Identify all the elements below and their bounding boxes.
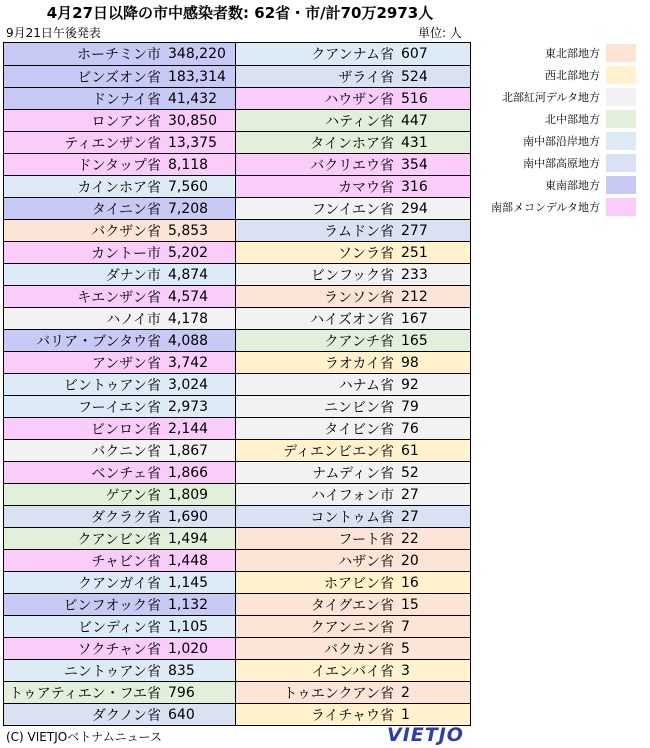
table-row	[236, 131, 470, 153]
case-count: 316	[401, 178, 428, 195]
table-row	[236, 703, 470, 725]
province-name: バクリエウ省	[310, 157, 394, 174]
table-row	[4, 153, 235, 175]
table-row	[236, 109, 470, 131]
case-count: 2,973	[168, 398, 209, 415]
case-count: 4,178	[168, 310, 209, 327]
province-name: タイビン省	[324, 421, 394, 438]
province-name: クアンチ省	[324, 333, 394, 350]
province-name: フンイエン省	[311, 201, 394, 218]
legend-item	[484, 64, 636, 86]
province-name: ソクチャン省	[77, 641, 161, 658]
province-name: ザライ省	[338, 69, 394, 86]
province-name: ホーチミン市	[77, 47, 161, 63]
case-count: 3,024	[168, 376, 209, 393]
case-count: 5	[401, 640, 410, 657]
province-name: ビンディン省	[78, 619, 161, 636]
legend-label: 東南部地方	[545, 179, 600, 192]
case-count: 796	[168, 684, 195, 701]
table-row	[4, 483, 235, 505]
table-row	[236, 637, 470, 659]
table-row	[236, 87, 470, 109]
case-count: 27	[401, 486, 419, 503]
case-count: 4,874	[168, 266, 209, 283]
case-count: 3	[401, 662, 410, 679]
province-name: バクカン省	[324, 641, 394, 658]
case-count: 165	[401, 332, 428, 349]
case-count: 22	[401, 530, 419, 547]
table-row	[236, 241, 470, 263]
case-count: 1	[401, 706, 410, 723]
table-row	[236, 659, 470, 681]
case-count: 1,690	[168, 508, 209, 525]
province-name: カインホア省	[77, 179, 161, 196]
table-row	[4, 417, 235, 439]
case-count: 835	[168, 662, 195, 679]
province-name: ベンチェ省	[91, 465, 161, 482]
case-count: 20	[401, 552, 419, 569]
legend-swatch	[606, 110, 636, 128]
province-name: ニンビン省	[324, 399, 394, 416]
case-count: 7	[401, 618, 410, 635]
case-count: 251	[401, 244, 428, 261]
table-row	[4, 373, 235, 395]
province-name: タインホア省	[310, 135, 394, 152]
legend-item	[484, 108, 636, 130]
table-row	[4, 351, 235, 373]
case-count: 354	[401, 156, 428, 173]
table-row	[4, 461, 235, 483]
table-row	[4, 549, 235, 571]
legend-label: 北部紅河デルタ地方	[501, 91, 600, 104]
cases-table	[3, 42, 471, 726]
province-name: ビンズオン省	[77, 69, 161, 86]
table-row	[4, 505, 235, 527]
province-name: タイグエン省	[310, 597, 394, 614]
case-count: 277	[401, 222, 428, 239]
table-row	[236, 219, 470, 241]
table-row	[4, 241, 235, 263]
case-count: 524	[401, 68, 428, 85]
case-count: 13,375	[168, 134, 217, 151]
province-name: ニントゥアン省	[63, 663, 161, 680]
legend-swatch	[606, 66, 636, 84]
table-row	[4, 571, 235, 593]
table-row	[4, 87, 235, 109]
province-name: ドンタップ省	[77, 157, 161, 174]
table-row	[236, 461, 470, 483]
table-row	[236, 329, 470, 351]
province-name: ハナム省	[338, 377, 394, 394]
province-name: ビンロン省	[91, 421, 161, 438]
legend-item	[484, 196, 636, 218]
legend-label: 南部メコンデルタ地方	[490, 201, 600, 214]
table-row	[4, 593, 235, 615]
case-count: 1,105	[168, 618, 209, 635]
province-name: クアンビン省	[77, 531, 161, 548]
table-row	[236, 285, 470, 307]
table-row	[4, 681, 235, 703]
table-row	[4, 329, 235, 351]
province-name: ハイフォン市	[311, 487, 394, 504]
case-count: 1,132	[168, 596, 209, 613]
legend-swatch	[606, 154, 636, 172]
case-count: 431	[401, 134, 428, 151]
legend-swatch	[606, 88, 636, 106]
case-count: 1,145	[168, 574, 209, 591]
table-row	[4, 219, 235, 241]
table-row	[4, 197, 235, 219]
announcement-date: 9月21日午後発表	[6, 26, 101, 40]
province-name: ディエンビエン省	[283, 443, 394, 460]
province-name: ビンフック省	[310, 267, 394, 284]
case-count: 447	[401, 112, 428, 129]
case-count: 52	[401, 464, 419, 481]
legend-label: 南中部高原地方	[523, 157, 600, 170]
table-row	[236, 417, 470, 439]
table-row	[4, 263, 235, 285]
case-count: 167	[401, 310, 428, 327]
table-row	[4, 703, 235, 725]
province-name: ロンアン省	[91, 113, 161, 130]
province-name: ダナン市	[105, 267, 161, 284]
case-count: 2,144	[168, 420, 209, 437]
case-count: 41,432	[168, 90, 217, 107]
table-row	[4, 307, 235, 329]
vietjo-logo: VIETJO	[387, 724, 464, 746]
case-count: 79	[401, 398, 419, 415]
table-row	[236, 571, 470, 593]
province-name: ランソン省	[324, 289, 394, 306]
province-name: ゲアン省	[105, 487, 161, 504]
cases-column-right	[236, 43, 470, 725]
legend-swatch	[606, 198, 636, 216]
province-name: クアンナム省	[311, 47, 394, 63]
case-count: 1,809	[168, 486, 209, 503]
province-name: アンザン省	[91, 355, 161, 372]
province-name: ラムドン省	[324, 223, 394, 240]
legend-item	[484, 86, 636, 108]
province-name: チャビン省	[91, 553, 161, 570]
province-name: ハノイ市	[106, 311, 161, 328]
province-name: ハザン省	[338, 553, 394, 570]
case-count: 1,448	[168, 552, 209, 569]
case-count: 1,866	[168, 464, 209, 481]
case-count: 30,850	[168, 112, 217, 129]
province-name: カマウ省	[338, 179, 394, 196]
case-count: 27	[401, 508, 419, 525]
case-count: 98	[401, 354, 419, 371]
case-count: 4,574	[168, 288, 209, 305]
table-row	[236, 307, 470, 329]
case-count: 294	[401, 200, 428, 217]
province-name: ナムディン省	[312, 465, 394, 482]
province-name: クアンニン省	[310, 619, 394, 636]
table-row	[236, 263, 470, 285]
province-name: バリア・ブンタウ省	[36, 333, 161, 350]
province-name: フート省	[338, 531, 394, 548]
case-count: 516	[401, 90, 428, 107]
region-legend	[484, 42, 636, 218]
province-name: フーイエン省	[77, 399, 161, 416]
case-count: 5,853	[168, 222, 209, 239]
table-row	[236, 483, 470, 505]
province-name: コントゥム省	[310, 509, 394, 526]
case-count: 16	[401, 574, 419, 591]
legend-label: 東北部地方	[545, 47, 600, 60]
case-count: 2	[401, 684, 410, 701]
table-row	[4, 637, 235, 659]
case-count: 4,088	[168, 332, 209, 349]
table-row	[236, 615, 470, 637]
table-row	[236, 549, 470, 571]
case-count: 212	[401, 288, 428, 305]
legend-swatch	[606, 132, 636, 150]
table-row	[236, 505, 470, 527]
legend-swatch	[606, 44, 636, 62]
province-name: ハウザン省	[324, 91, 394, 108]
case-count: 348,220	[168, 46, 226, 62]
province-name: バクニン省	[91, 443, 161, 460]
table-row	[4, 527, 235, 549]
case-count: 1,494	[168, 530, 209, 547]
table-row	[4, 131, 235, 153]
case-count: 76	[401, 420, 419, 437]
table-row	[236, 153, 470, 175]
table-row	[236, 373, 470, 395]
legend-item	[484, 130, 636, 152]
case-count: 183,314	[168, 68, 226, 85]
legend-item	[484, 152, 636, 174]
province-name: バクザン省	[91, 223, 161, 240]
unit-label: 単位: 人	[418, 26, 462, 40]
province-name: タイニン省	[91, 201, 161, 218]
province-name: ビンフオック省	[63, 597, 161, 614]
province-name: ダクラク省	[91, 509, 161, 526]
province-name: クアンガイ省	[77, 575, 161, 592]
case-count: 1,020	[168, 640, 209, 657]
case-count: 8,118	[168, 156, 209, 173]
table-row	[4, 285, 235, 307]
case-count: 607	[401, 46, 428, 62]
province-name: ビントゥアン省	[63, 377, 161, 394]
table-row	[236, 681, 470, 703]
copyright-footer: (C) VIETJOベトナムニュース	[6, 730, 163, 744]
province-name: トゥエンクアン省	[283, 685, 394, 702]
page-title: 4月27日以降の市中感染者数: 62省・市/計70万2973人	[46, 4, 434, 22]
table-row	[4, 395, 235, 417]
province-name: トゥアティエン・フエ省	[9, 685, 161, 702]
legend-label: 北中部地方	[545, 113, 600, 126]
table-row	[4, 109, 235, 131]
legend-label: 西北部地方	[545, 69, 600, 82]
province-name: ホアビン省	[324, 575, 394, 592]
case-count: 1,867	[168, 442, 209, 459]
table-row	[4, 659, 235, 681]
table-row	[236, 175, 470, 197]
province-name: ソンラ省	[338, 245, 394, 262]
table-row	[4, 175, 235, 197]
table-row	[236, 43, 470, 65]
case-count: 233	[401, 266, 428, 283]
province-name: ハティン省	[325, 113, 394, 130]
table-row	[236, 197, 470, 219]
table-row	[4, 43, 235, 65]
province-name: ハイズオン省	[310, 311, 394, 328]
case-count: 3,742	[168, 354, 209, 371]
table-row	[236, 351, 470, 373]
case-count: 640	[168, 706, 195, 723]
table-row	[4, 65, 235, 87]
table-row	[236, 593, 470, 615]
cases-column-left	[4, 43, 236, 725]
case-count: 92	[401, 376, 419, 393]
province-name: ダクノン省	[91, 707, 161, 724]
legend-item	[484, 42, 636, 64]
table-row	[236, 439, 470, 461]
legend-item	[484, 174, 636, 196]
province-name: キエンザン省	[77, 289, 161, 306]
province-name: カントー市	[91, 245, 161, 262]
province-name: ティエンザン省	[64, 135, 161, 152]
case-count: 61	[401, 442, 419, 459]
case-count: 5,202	[168, 244, 209, 261]
province-name: ライチャウ省	[310, 707, 394, 724]
province-name: ラオカイ省	[324, 355, 394, 372]
table-row	[236, 65, 470, 87]
province-name: ドンナイ省	[91, 91, 161, 108]
table-row	[236, 395, 470, 417]
legend-label: 南中部沿岸地方	[523, 135, 600, 148]
case-count: 15	[401, 596, 419, 613]
table-row	[236, 527, 470, 549]
table-row	[4, 615, 235, 637]
table-row	[4, 439, 235, 461]
case-count: 7,560	[168, 178, 209, 195]
province-name: イエンバイ省	[311, 663, 394, 680]
case-count: 7,208	[168, 200, 209, 217]
legend-swatch	[606, 176, 636, 194]
